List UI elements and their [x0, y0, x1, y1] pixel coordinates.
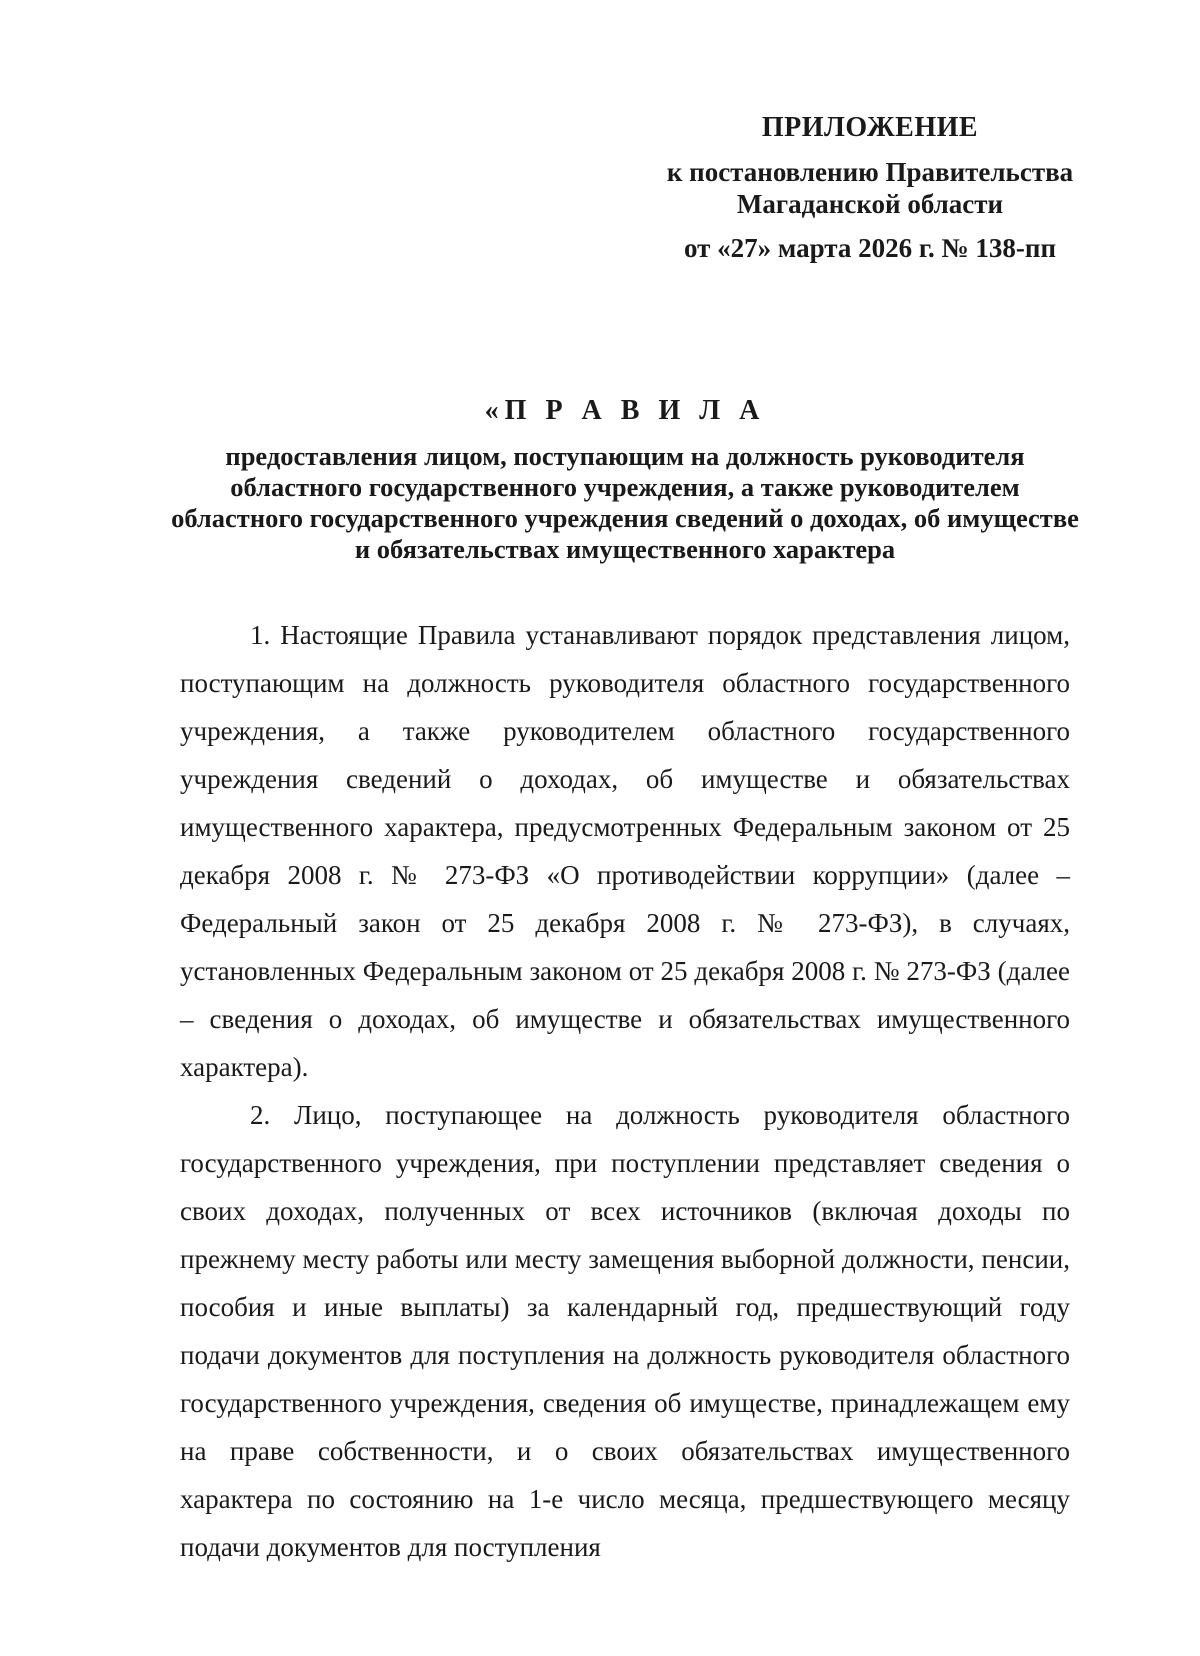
appendix-date-line: от «27» марта 2026 г. № 138-пп [683, 233, 1057, 263]
rules-title: «П Р А В И Л А [484, 395, 766, 426]
paragraph-1: 1. Настоящие Правила устанавливают порядок представления лицом, поступающим на должность руководителя областного государственного учреждения, а также руководителем областного государственного учреждения сведений о доходах, об имуществе и обязательствах имущественного характера, предусмотренных Федеральным законом от 25 декабря 2008 г. № 273-ФЗ «О противодействии коррупции» (далее – Федеральный закон от 25 декабря 2008 г. № 273-ФЗ), в случаях, установленных Федеральным законом от 25 декабря 2008 г. № 273-ФЗ (далее – сведения о доходах, об имуществе и обязательствах имущественного характера). [180, 620, 1070, 1082]
appendix-header [640, 112, 1100, 264]
appendix-heading: ПРИЛОЖЕНИЕ [761, 112, 979, 143]
document-body [180, 611, 1070, 1571]
paragraph-2: 2. Лицо, поступающее на должность руководителя областного государственного учреждения, при поступлении представляет сведения о своих доходах, полученных от всех источников (включая доходы по прежнему месту работы или месту замещения выборной должности, пенсии, пособия и иные выплаты) за календарный год, предшествующий году подачи документов для поступления на должность руководителя областного государственного учреждения, сведения об имуществе, принадлежащем ему на праве собственности, и о своих обязательствах имущественного характера по состоянию на 1-е число месяца, предшествующего месяцу подачи документов для поступления [180, 1100, 1070, 1562]
appendix-region-line: Магаданской области [736, 189, 1004, 219]
appendix-resolution-line: к постановлению Правительства [666, 157, 1074, 187]
rules-heading-block [170, 395, 1080, 565]
rules-subtitle: предоставления лицом, поступающим на должность руководителя областного государственного учреждения, а также руководителем областного государственного учреждения сведений о доходах, об имуществе и обязательствах имущественного характера [171, 441, 1079, 564]
